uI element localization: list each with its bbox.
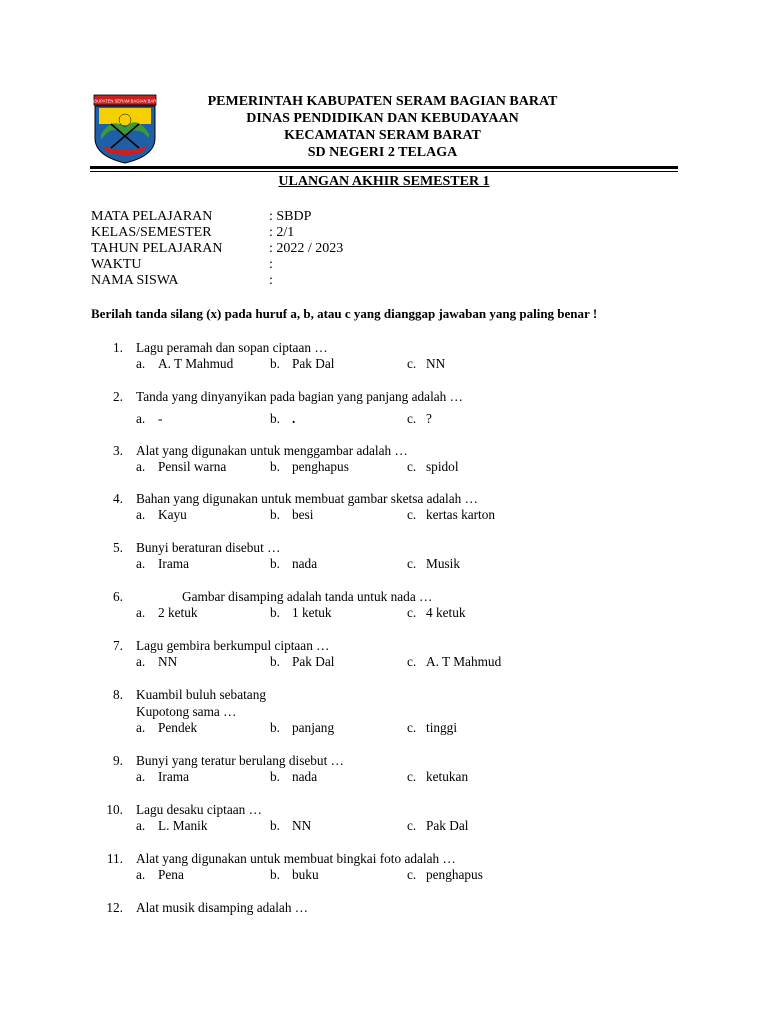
option-letter-c: c. xyxy=(407,867,417,882)
option-a: NN xyxy=(158,654,178,669)
option-letter-a: a. xyxy=(136,605,146,620)
option-b: nada xyxy=(292,769,318,784)
option-a: Irama xyxy=(158,769,190,784)
option-letter-a: a. xyxy=(136,556,146,571)
question-text: Lagu desaku ciptaan … xyxy=(136,802,262,817)
letterhead-department: DINAS PENDIDIKAN DAN KEBUDAYAAN xyxy=(246,111,519,126)
option-a: L. Manik xyxy=(158,818,208,833)
option-b: . xyxy=(292,411,296,426)
question-text: Lagu peramah dan sopan ciptaan … xyxy=(136,340,328,355)
instruction: Berilah tanda silang (x) pada huruf a, b, atau c yang dianggap jawaban yang paling benar ! xyxy=(91,306,598,321)
question-number: 6. xyxy=(113,589,123,604)
option-c: NN xyxy=(426,356,446,371)
option-b: buku xyxy=(292,867,319,882)
letterhead-school: SD NEGERI 2 TELAGA xyxy=(307,145,458,160)
option-letter-c: c. xyxy=(407,818,417,833)
option-letter-c: c. xyxy=(407,654,417,669)
option-b: panjang xyxy=(292,720,335,735)
regency-emblem-logo xyxy=(88,94,162,164)
question-text: Tanda yang dinyanyikan pada bagian yang panjang adalah … xyxy=(136,389,463,404)
option-letter-a: a. xyxy=(136,769,146,784)
question-text: Alat yang digunakan untuk menggambar adalah … xyxy=(136,443,408,458)
option-letter-c: c. xyxy=(407,356,417,371)
option-letter-a: a. xyxy=(136,507,146,522)
letterhead-district: KECAMATAN SERAM BARAT xyxy=(284,128,481,143)
question-number: 7. xyxy=(113,638,123,653)
letterhead-divider-thin xyxy=(90,171,678,172)
option-letter-a: a. xyxy=(136,356,146,371)
question-number: 11. xyxy=(106,851,123,866)
option-letter-b: b. xyxy=(270,459,280,474)
letterhead-government: PEMERINTAH KABUPATEN SERAM BAGIAN BARAT xyxy=(207,94,558,109)
letterhead-divider-thick xyxy=(90,166,678,169)
option-letter-a: a. xyxy=(136,459,146,474)
option-c: 4 ketuk xyxy=(426,605,466,620)
question-text: Alat musik disamping adalah … xyxy=(136,900,309,915)
option-letter-c: c. xyxy=(407,605,417,620)
option-c: spidol xyxy=(426,459,459,474)
option-letter-b: b. xyxy=(270,720,280,735)
question-number: 3. xyxy=(113,443,123,458)
option-letter-c: c. xyxy=(407,459,417,474)
option-c: penghapus xyxy=(426,867,483,882)
option-b: Pak Dal xyxy=(292,356,335,371)
option-letter-b: b. xyxy=(270,654,280,669)
option-a: - xyxy=(158,411,163,426)
question-text: Bunyi yang teratur berulang disebut … xyxy=(136,753,344,768)
option-a: Pensil warna xyxy=(158,459,227,474)
option-letter-c: c. xyxy=(407,411,417,426)
option-c: tinggi xyxy=(426,720,458,735)
option-letter-b: b. xyxy=(270,867,280,882)
question-text: Bahan yang digunakan untuk membuat gambar sketsa adalah … xyxy=(136,491,478,506)
option-c: Pak Dal xyxy=(426,818,469,833)
question-number: 9. xyxy=(113,753,123,768)
option-letter-c: c. xyxy=(407,769,417,784)
question-number: 4. xyxy=(113,491,123,506)
option-letter-a: a. xyxy=(136,867,146,882)
question-text: Alat yang digunakan untuk membuat bingkai foto adalah … xyxy=(136,851,456,866)
option-letter-b: b. xyxy=(270,411,280,426)
option-b: Pak Dal xyxy=(292,654,335,669)
option-letter-b: b. xyxy=(270,556,280,571)
option-b: besi xyxy=(292,507,314,522)
option-c: kertas karton xyxy=(426,507,496,522)
option-letter-b: b. xyxy=(270,769,280,784)
option-a: Irama xyxy=(158,556,190,571)
letterhead xyxy=(160,93,605,161)
option-letter-b: b. xyxy=(270,356,280,371)
question-number: 2. xyxy=(113,389,123,404)
option-letter-a: a. xyxy=(136,654,146,669)
option-b: penghapus xyxy=(292,459,349,474)
option-letter-c: c. xyxy=(407,507,417,522)
option-b: 1 ketuk xyxy=(292,605,332,620)
option-a: A. T Mahmud xyxy=(158,356,234,371)
option-letter-b: b. xyxy=(270,818,280,833)
option-c: Musik xyxy=(426,556,460,571)
option-b: nada xyxy=(292,556,318,571)
option-a: Pena xyxy=(158,867,184,882)
option-a: Kayu xyxy=(158,507,187,522)
option-c: ? xyxy=(426,411,432,426)
option-a: Pendek xyxy=(158,720,198,735)
option-letter-c: c. xyxy=(407,556,417,571)
logo-caption: KABUPATEN SERAM BAGIAN BARAT xyxy=(88,98,162,104)
option-letter-b: b. xyxy=(270,507,280,522)
option-c: A. T Mahmud xyxy=(426,654,502,669)
question-text-line2: Kupotong sama … xyxy=(136,704,237,719)
option-letter-c: c. xyxy=(407,720,417,735)
question-text: Kuambil buluh sebatang xyxy=(136,687,266,702)
option-letter-b: b. xyxy=(270,605,280,620)
option-a: 2 ketuk xyxy=(158,605,198,620)
option-letter-a: a. xyxy=(136,411,146,426)
option-letter-a: a. xyxy=(136,818,146,833)
question-text: Lagu gembira berkumpul ciptaan … xyxy=(136,638,330,653)
option-b: NN xyxy=(292,818,312,833)
question-number: 8. xyxy=(113,687,123,702)
exam-title: ULANGAN AKHIR SEMESTER 1 xyxy=(278,174,490,189)
question-number: 12. xyxy=(106,900,123,915)
question-number: 5. xyxy=(113,540,123,555)
question-number: 10. xyxy=(106,802,123,817)
question-text: Gambar disamping adalah tanda untuk nada … xyxy=(182,589,433,604)
question-number: 1. xyxy=(113,340,123,355)
question-text: Bunyi beraturan disebut … xyxy=(136,540,281,555)
option-letter-a: a. xyxy=(136,720,146,735)
option-c: ketukan xyxy=(426,769,469,784)
